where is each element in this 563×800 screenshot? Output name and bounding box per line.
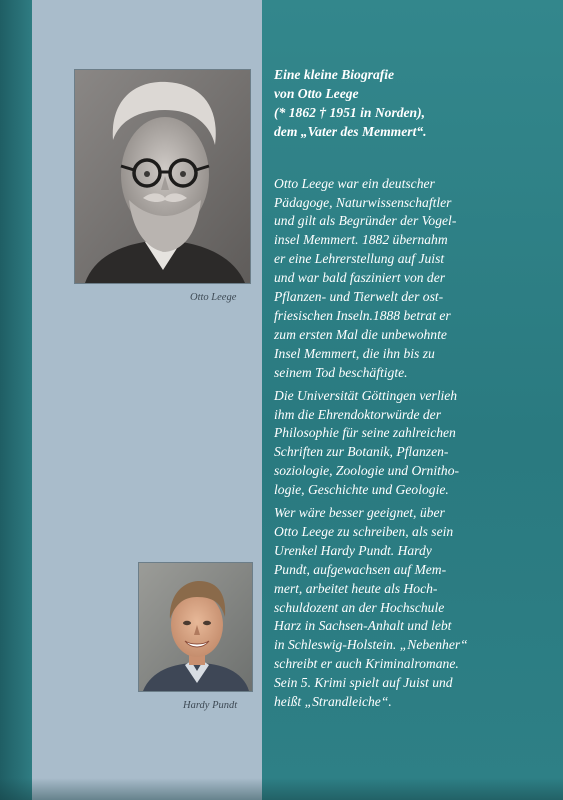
paragraph-honorary-doctorate: [274, 387, 556, 500]
text-line: insel Memmert. 1882 übernahm: [274, 232, 448, 248]
biography-text: [274, 66, 556, 712]
biography-heading: [274, 66, 556, 142]
text-line: er eine Lehrerstellung auf Juist: [274, 251, 445, 267]
text-line: und war bald fasziniert von der: [274, 270, 446, 286]
text-line: Philosophie für seine zahlreichen: [274, 425, 456, 441]
text-line: Schriften zur Botanik, Pflanzen-: [274, 444, 449, 460]
text-line: Otto Leege zu schreiben, als sein: [274, 523, 454, 539]
text-line: Pundt, aufgewachsen auf Mem-: [274, 561, 447, 577]
heading-line: (* 1862 † 1951 in Norden),: [274, 104, 426, 120]
text-line: Sein 5. Krimi spielt auf Juist und: [274, 675, 453, 691]
text-line: schuldozent an der Hochschule: [274, 599, 445, 615]
text-line: Pflanzen- und Tierwelt der ost-: [274, 289, 444, 305]
text-line: in Schleswig-Holstein. „Nebenher“: [274, 637, 468, 653]
text-line: mert, arbeitet heute als Hoch-: [274, 580, 438, 596]
text-line: seinem Tod beschäftigte.: [274, 364, 408, 380]
text-line: Otto Leege war ein deutscher: [274, 175, 435, 191]
text-line: Urenkel Hardy Pundt. Hardy: [274, 542, 432, 558]
text-line: friesischen Inseln.1888 betrat er: [274, 307, 451, 323]
text-line: logie, Geschichte und Geologie.: [274, 482, 449, 498]
otto-leege-portrait: [74, 69, 251, 284]
text-line: Die Universität Göttingen verlieh: [274, 387, 458, 403]
heading-line: von Otto Leege: [274, 85, 359, 101]
bottom-shadow: [0, 778, 563, 800]
text-line: ihm die Ehrendoktorwürde der: [274, 406, 442, 422]
hardy-pundt-caption: Hardy Pundt: [183, 700, 238, 711]
text-line: Harz in Sachsen-Anhalt und lebt: [274, 618, 452, 634]
text-line: Wer wäre besser geeignet, über: [274, 505, 445, 521]
text-line: schreibt er auch Kriminalromane.: [274, 656, 459, 672]
left-edge-shadow: [0, 0, 32, 800]
text-line: und gilt als Begründer der Vogel-: [274, 213, 457, 229]
text-line: zum ersten Mal die unbewohnte: [274, 326, 447, 342]
text-line: Pädagoge, Naturwissenschaftler: [274, 194, 452, 210]
otto-leege-caption: Otto Leege: [190, 292, 237, 303]
paragraph-otto-leege: [274, 175, 556, 383]
text-line: soziologie, Zoologie und Ornitho-: [274, 463, 460, 479]
heading-line: Eine kleine Biografie: [274, 67, 395, 82]
text-line: Insel Memmert, die ihn bis zu: [274, 345, 435, 361]
text-line: heißt „Strandleiche“.: [274, 694, 392, 710]
heading-line: dem „Vater des Memmert“.: [274, 123, 427, 139]
hardy-pundt-portrait: [138, 562, 253, 692]
paragraph-hardy-pundt: [274, 504, 556, 712]
